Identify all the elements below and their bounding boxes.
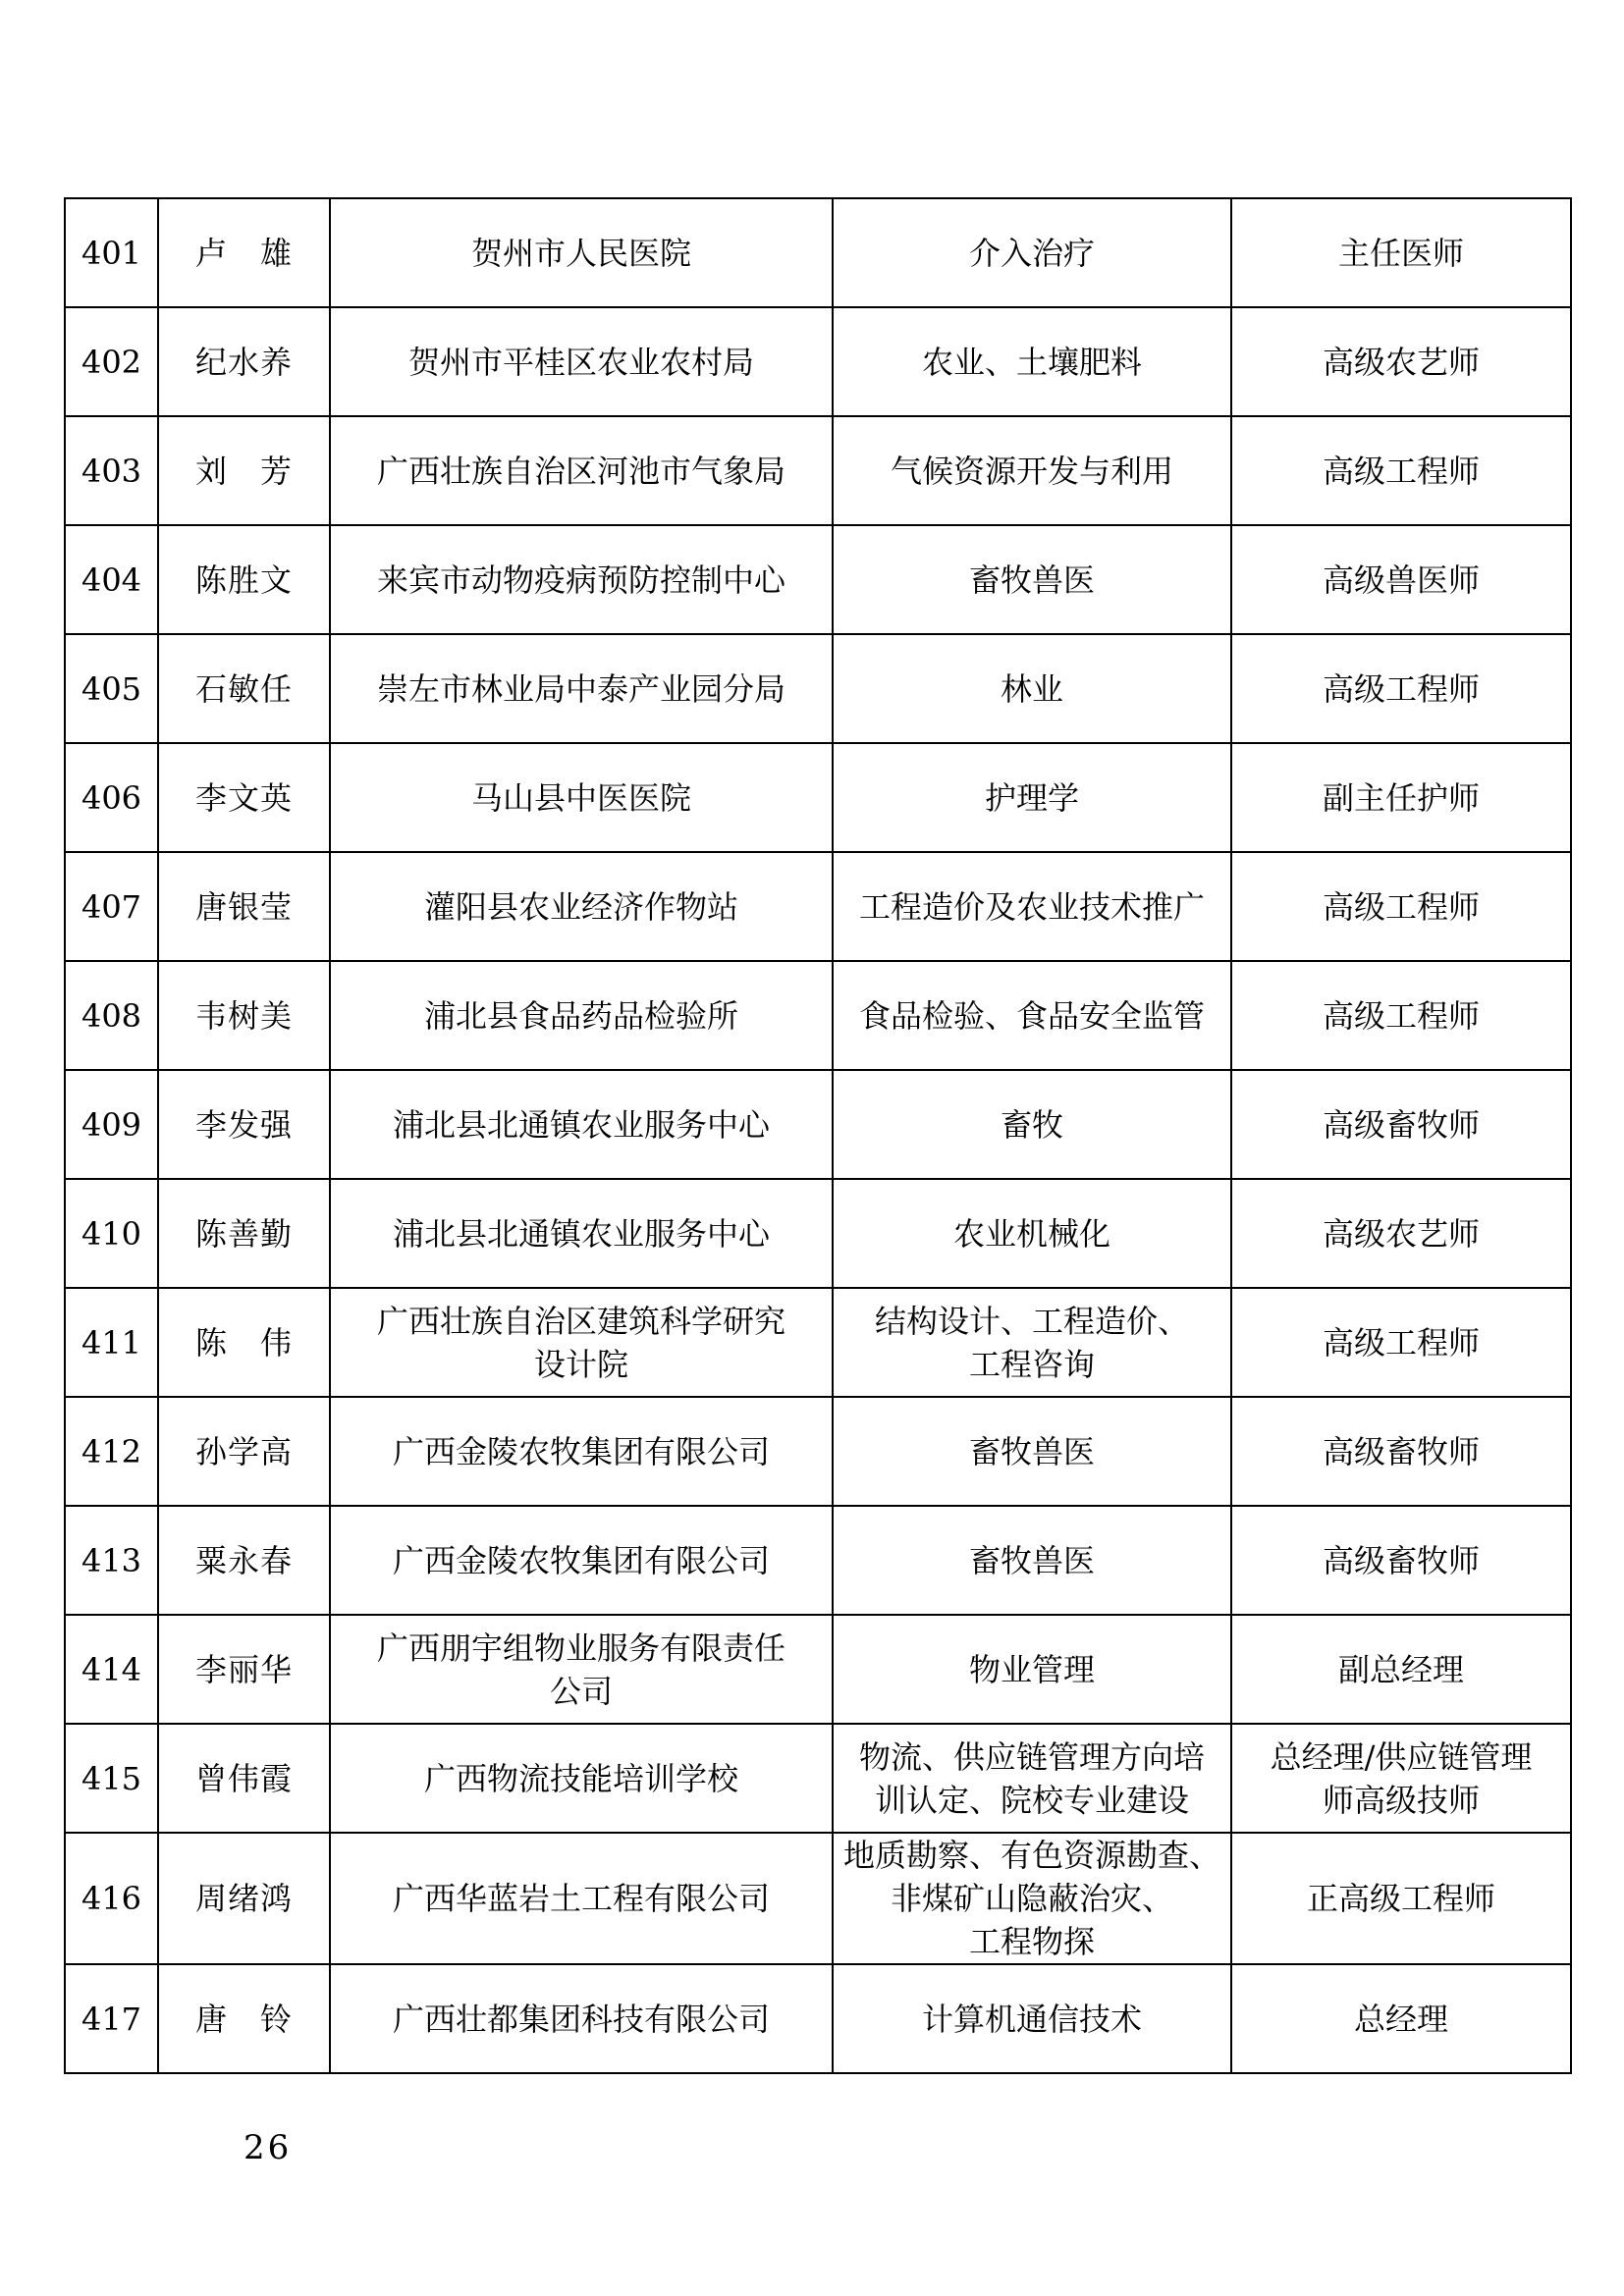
table-row	[65, 1506, 1571, 1615]
roster-table	[64, 197, 1572, 2074]
work-unit: 浦北县食品药品检验所	[330, 961, 833, 1070]
table-row	[65, 307, 1571, 416]
person-name: 石敏任	[158, 634, 330, 743]
row-number: 407	[65, 852, 158, 961]
work-unit: 来宾市动物疫病预防控制中心	[330, 525, 833, 634]
person-name: 李丽华	[158, 1615, 330, 1724]
specialty-field: 护理学	[833, 743, 1231, 852]
work-unit: 浦北县北通镇农业服务中心	[330, 1070, 833, 1179]
person-name: 周绪鸿	[158, 1833, 330, 1964]
professional-title: 主任医师	[1231, 198, 1571, 307]
row-number: 417	[65, 1964, 158, 2073]
row-number: 402	[65, 307, 158, 416]
page-number: 26	[244, 2128, 293, 2167]
table-row	[65, 1833, 1571, 1964]
specialty-field: 畜牧兽医	[833, 1397, 1231, 1506]
specialty-field: 结构设计、工程造价、 工程咨询	[833, 1288, 1231, 1397]
table-row	[65, 852, 1571, 961]
specialty-field: 食品检验、食品安全监管	[833, 961, 1231, 1070]
person-name: 卢 雄	[158, 198, 330, 307]
person-name: 陈 伟	[158, 1288, 330, 1397]
specialty-field: 畜牧	[833, 1070, 1231, 1179]
professional-title: 高级工程师	[1231, 1288, 1571, 1397]
person-name: 唐 铃	[158, 1964, 330, 2073]
specialty-field: 林业	[833, 634, 1231, 743]
work-unit: 贺州市平桂区农业农村局	[330, 307, 833, 416]
person-name: 粟永春	[158, 1506, 330, 1615]
work-unit: 广西华蓝岩土工程有限公司	[330, 1833, 833, 1964]
specialty-field: 农业机械化	[833, 1179, 1231, 1288]
specialty-field: 畜牧兽医	[833, 525, 1231, 634]
table-row	[65, 525, 1571, 634]
person-name: 孙学高	[158, 1397, 330, 1506]
table-row	[65, 634, 1571, 743]
specialty-field: 工程造价及农业技术推广	[833, 852, 1231, 961]
table-row	[65, 1724, 1571, 1833]
row-number: 414	[65, 1615, 158, 1724]
table-row	[65, 743, 1571, 852]
professional-title: 高级工程师	[1231, 852, 1571, 961]
work-unit: 广西壮族自治区河池市气象局	[330, 416, 833, 525]
professional-title: 副主任护师	[1231, 743, 1571, 852]
person-name: 纪水养	[158, 307, 330, 416]
row-number: 403	[65, 416, 158, 525]
work-unit: 广西壮都集团科技有限公司	[330, 1964, 833, 2073]
person-name: 唐银莹	[158, 852, 330, 961]
professional-title: 高级工程师	[1231, 634, 1571, 743]
professional-title: 高级工程师	[1231, 961, 1571, 1070]
table-row	[65, 416, 1571, 525]
person-name: 刘 芳	[158, 416, 330, 525]
row-number: 412	[65, 1397, 158, 1506]
work-unit: 浦北县北通镇农业服务中心	[330, 1179, 833, 1288]
specialty-field: 物流、供应链管理方向培 训认定、院校专业建设	[833, 1724, 1231, 1833]
specialty-field: 介入治疗	[833, 198, 1231, 307]
work-unit: 广西壮族自治区建筑科学研究 设计院	[330, 1288, 833, 1397]
specialty-field: 地质勘察、有色资源勘查、 非煤矿山隐蔽治灾、 工程物探	[833, 1833, 1231, 1964]
professional-title: 副总经理	[1231, 1615, 1571, 1724]
row-number: 409	[65, 1070, 158, 1179]
table-row	[65, 1070, 1571, 1179]
row-number: 413	[65, 1506, 158, 1615]
work-unit: 灌阳县农业经济作物站	[330, 852, 833, 961]
table-row	[65, 1964, 1571, 2073]
row-number: 406	[65, 743, 158, 852]
row-number: 401	[65, 198, 158, 307]
work-unit: 崇左市林业局中泰产业园分局	[330, 634, 833, 743]
table-row	[65, 1179, 1571, 1288]
professional-title: 正高级工程师	[1231, 1833, 1571, 1964]
specialty-field: 物业管理	[833, 1615, 1231, 1724]
row-number: 411	[65, 1288, 158, 1397]
work-unit: 广西金陵农牧集团有限公司	[330, 1397, 833, 1506]
person-name: 曾伟霞	[158, 1724, 330, 1833]
person-name: 韦树美	[158, 961, 330, 1070]
work-unit: 广西物流技能培训学校	[330, 1724, 833, 1833]
specialty-field: 畜牧兽医	[833, 1506, 1231, 1615]
person-name: 陈胜文	[158, 525, 330, 634]
specialty-field: 农业、土壤肥料	[833, 307, 1231, 416]
person-name: 李文英	[158, 743, 330, 852]
work-unit: 贺州市人民医院	[330, 198, 833, 307]
specialty-field: 计算机通信技术	[833, 1964, 1231, 2073]
person-name: 李发强	[158, 1070, 330, 1179]
row-number: 404	[65, 525, 158, 634]
specialty-field: 气候资源开发与利用	[833, 416, 1231, 525]
professional-title: 高级农艺师	[1231, 1179, 1571, 1288]
professional-title: 高级农艺师	[1231, 307, 1571, 416]
professional-title: 总经理/供应链管理 师高级技师	[1231, 1724, 1571, 1833]
table-row	[65, 1615, 1571, 1724]
professional-title: 高级畜牧师	[1231, 1397, 1571, 1506]
row-number: 415	[65, 1724, 158, 1833]
table-row	[65, 1397, 1571, 1506]
professional-title: 高级工程师	[1231, 416, 1571, 525]
work-unit: 马山县中医医院	[330, 743, 833, 852]
row-number: 410	[65, 1179, 158, 1288]
table-row	[65, 961, 1571, 1070]
work-unit: 广西金陵农牧集团有限公司	[330, 1506, 833, 1615]
professional-title: 高级畜牧师	[1231, 1070, 1571, 1179]
table-row	[65, 1288, 1571, 1397]
professional-title: 高级畜牧师	[1231, 1506, 1571, 1615]
professional-title: 高级兽医师	[1231, 525, 1571, 634]
professional-title: 总经理	[1231, 1964, 1571, 2073]
row-number: 416	[65, 1833, 158, 1964]
row-number: 408	[65, 961, 158, 1070]
work-unit: 广西朋宇组物业服务有限责任 公司	[330, 1615, 833, 1724]
person-name: 陈善勤	[158, 1179, 330, 1288]
row-number: 405	[65, 634, 158, 743]
table-row	[65, 198, 1571, 307]
